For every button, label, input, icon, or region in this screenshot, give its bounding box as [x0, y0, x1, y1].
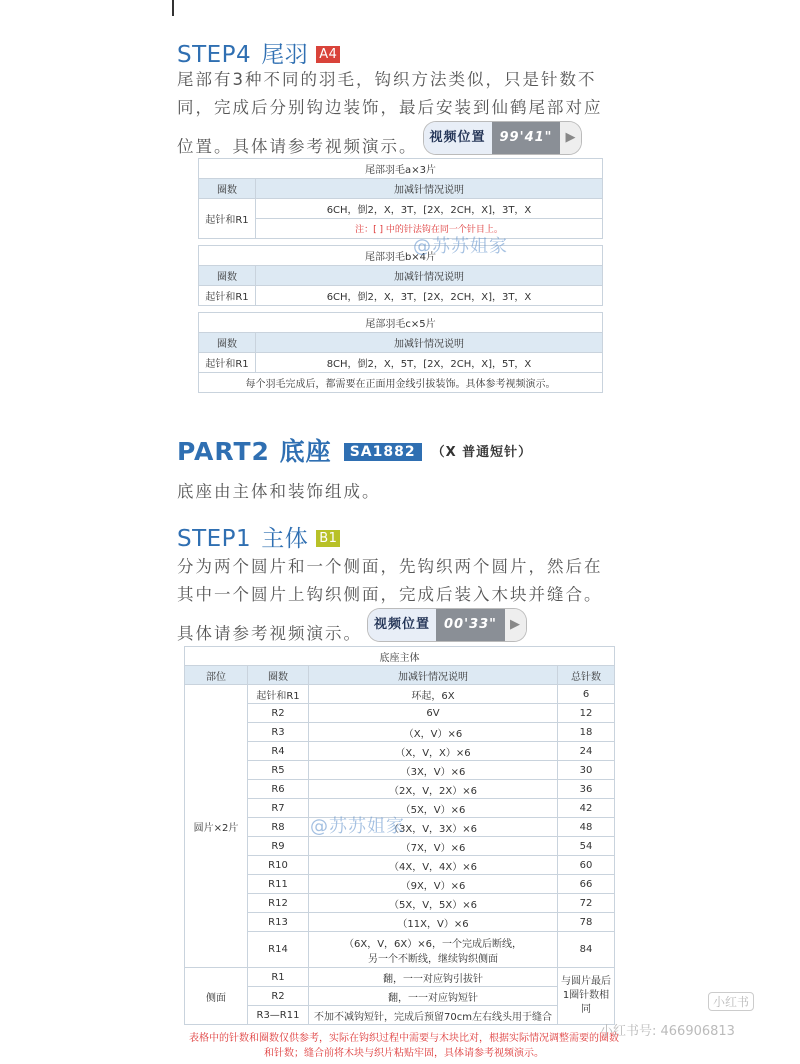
- desc-cell: （5X，V，5X）×6: [309, 894, 558, 913]
- round-cell: R9: [248, 837, 309, 856]
- col-header: 部位: [185, 666, 248, 685]
- round-cell: R4: [248, 742, 309, 761]
- step1-paragraph: [177, 553, 637, 648]
- video-time: 00'33": [436, 609, 505, 641]
- round-cell: R2: [248, 704, 309, 723]
- top-divider: [172, 0, 174, 16]
- part2-title: 底座: [279, 437, 332, 466]
- desc-cell: 环起，6X: [309, 685, 558, 704]
- desc-cell: （7X，V）×6: [309, 837, 558, 856]
- desc-cell: （5X，V）×6: [309, 799, 558, 818]
- row-value: 6CH，倒2，X，3T，[2X，2CH，X]，3T，X: [256, 199, 603, 219]
- paragraph-text: 具体请参考视频演示。: [177, 624, 362, 643]
- footnote-line: 表格中的针数和圈数仅供参考，实际在钩织过程中需要与木块比对，根据实际情况调整需要的圈数: [189, 1033, 619, 1044]
- footnote: [184, 1031, 624, 1061]
- part2-paragraph: 底座由主体和装饰组成。: [177, 482, 381, 501]
- total-cell: 30: [558, 761, 615, 780]
- desc-cell: 不加不减钩短针，完成后预留70cm左右线头用于缝合: [309, 1006, 558, 1025]
- round-cell: 起针和R1: [248, 685, 309, 704]
- paragraph-line: [177, 122, 637, 161]
- row-value: 8CH，倒2，X，5T，[2X，2CH，X]，5T，X: [256, 353, 603, 373]
- row-label: 起针和R1: [199, 353, 256, 373]
- video-label: 视频位置: [424, 122, 492, 154]
- col-header: 加减针情况说明: [256, 179, 603, 199]
- part-cell-side: 侧面: [185, 968, 248, 1025]
- desc-cell: （3X，V）×6: [309, 761, 558, 780]
- desc-cell: （4X，V，4X）×6: [309, 856, 558, 875]
- desc-cell: （X，V，X）×6: [309, 742, 558, 761]
- desc-cell: （X，V）×6: [309, 723, 558, 742]
- round-cell: R14: [248, 932, 309, 968]
- round-cell: R12: [248, 894, 309, 913]
- step4-title: 尾羽: [261, 42, 309, 68]
- col-header: 圈数: [199, 266, 256, 286]
- account-id-watermark: 小红书号: 466906813: [600, 1024, 735, 1039]
- table-caption: 尾部羽毛b×4片: [199, 246, 603, 266]
- col-header: 圈数: [248, 666, 309, 685]
- col-header: 加减针情况说明: [256, 333, 603, 353]
- row-label: 起针和R1: [199, 199, 256, 239]
- desc-cell: （2X，V，2X）×6: [309, 780, 558, 799]
- table-caption: 底座主体: [185, 647, 615, 666]
- total-cell: 60: [558, 856, 615, 875]
- col-header: 加减针情况说明: [309, 666, 558, 685]
- round-cell: R8: [248, 818, 309, 837]
- step4-tag: A4: [316, 46, 340, 63]
- row-label: 起针和R1: [199, 286, 256, 306]
- total-cell: 48: [558, 818, 615, 837]
- table-caption: 尾部羽毛a×3片: [199, 159, 603, 179]
- round-cell: R1: [248, 968, 309, 987]
- desc-cell: （3X，V，3X）×6: [309, 818, 558, 837]
- part2-label: PART2: [177, 437, 270, 466]
- round-cell: R5: [248, 761, 309, 780]
- total-cell: 6: [558, 685, 615, 704]
- row-value: 6CH，倒2，X，3T，[2X，2CH，X]，3T，X: [256, 286, 603, 306]
- part2-subtitle: （X 普通短针）: [431, 445, 533, 460]
- feather-a-table: [198, 158, 603, 239]
- total-cell: 12: [558, 704, 615, 723]
- col-header: 加减针情况说明: [256, 266, 603, 286]
- desc-line: 另一个不断线，继续钩织侧面: [368, 953, 498, 965]
- total-cell: 84: [558, 932, 615, 968]
- round-cell: R10: [248, 856, 309, 875]
- table-note: 注：[ ] 中的针法钩在同一个针目上。: [256, 219, 603, 239]
- desc-cell: 6V: [309, 704, 558, 723]
- step4-paragraph: [177, 66, 637, 161]
- play-icon: ▶: [505, 609, 526, 641]
- feather-c-table: [198, 312, 603, 393]
- total-cell: 66: [558, 875, 615, 894]
- watermark: @苏苏姐家: [310, 816, 405, 837]
- round-cell: R11: [248, 875, 309, 894]
- total-cell: 36: [558, 780, 615, 799]
- desc-cell: 翻，一一对应钩短针: [309, 987, 558, 1006]
- step1-heading: [177, 520, 340, 553]
- col-header: 圈数: [199, 179, 256, 199]
- step4-heading: [177, 36, 340, 69]
- total-cell: 18: [558, 723, 615, 742]
- total-cell: 72: [558, 894, 615, 913]
- step1-tag: B1: [316, 530, 340, 547]
- round-cell: R2: [248, 987, 309, 1006]
- step4-label: STEP4: [177, 42, 252, 68]
- table-footer: 每个羽毛完成后，都需要在正面用金线引拔装饰。具体参考视频演示。: [199, 373, 603, 393]
- col-header: 总针数: [558, 666, 615, 685]
- desc-cell: [309, 932, 558, 968]
- part2-code-badge: SA1882: [344, 443, 422, 461]
- desc-cell: 翻，一一对应钩引拔针: [309, 968, 558, 987]
- brand-logo: 小红书: [708, 992, 754, 1011]
- video-position-badge: [424, 122, 582, 154]
- round-cell: R7: [248, 799, 309, 818]
- total-cell: 54: [558, 837, 615, 856]
- feather-b-table: [198, 245, 603, 306]
- part2-heading: [177, 432, 532, 468]
- paragraph-text: 位置。具体请参考视频演示。: [177, 137, 418, 156]
- total-cell: 78: [558, 913, 615, 932]
- step1-label: STEP1: [177, 526, 252, 552]
- desc-line: （6X，V，6X）×6，一个完成后断线，: [343, 938, 522, 950]
- total-cell: 24: [558, 742, 615, 761]
- footnote-line: 和针数；缝合前将木块与织片粘贴牢固，具体请参考视频演示。: [264, 1048, 544, 1059]
- desc-cell: （9X，V）×6: [309, 875, 558, 894]
- video-label: 视频位置: [368, 609, 436, 641]
- total-cell-side: 与圆片最后1圈针数相同: [558, 968, 615, 1025]
- table-caption: 尾部羽毛c×5片: [199, 313, 603, 333]
- paragraph-line: 分为两个圆片和一个侧面，先钩织两个圆片，然后在: [177, 557, 603, 576]
- round-cell: R3: [248, 723, 309, 742]
- video-position-badge: [368, 609, 526, 641]
- col-header: 圈数: [199, 333, 256, 353]
- paragraph-line: 尾部有3种不同的羽毛，钩织方法类似，只是针数不: [177, 70, 597, 89]
- paragraph-line: 同，完成后分别钩边装饰，最后安装到仙鹤尾部对应: [177, 98, 603, 117]
- watermark: @苏苏姐家: [413, 236, 508, 257]
- round-cell: R13: [248, 913, 309, 932]
- desc-cell: （11X，V）×6: [309, 913, 558, 932]
- video-time: 99'41": [492, 122, 561, 154]
- play-icon: ▶: [560, 122, 581, 154]
- paragraph-line: 其中一个圆片上钩织侧面，完成后装入木块并缝合。: [177, 585, 603, 604]
- total-cell: 42: [558, 799, 615, 818]
- part-cell-circle: 圆片×2片: [185, 685, 248, 968]
- paragraph-line: [177, 609, 637, 648]
- round-cell: R3—R11: [248, 1006, 309, 1025]
- step1-title: 主体: [261, 526, 309, 552]
- round-cell: R6: [248, 780, 309, 799]
